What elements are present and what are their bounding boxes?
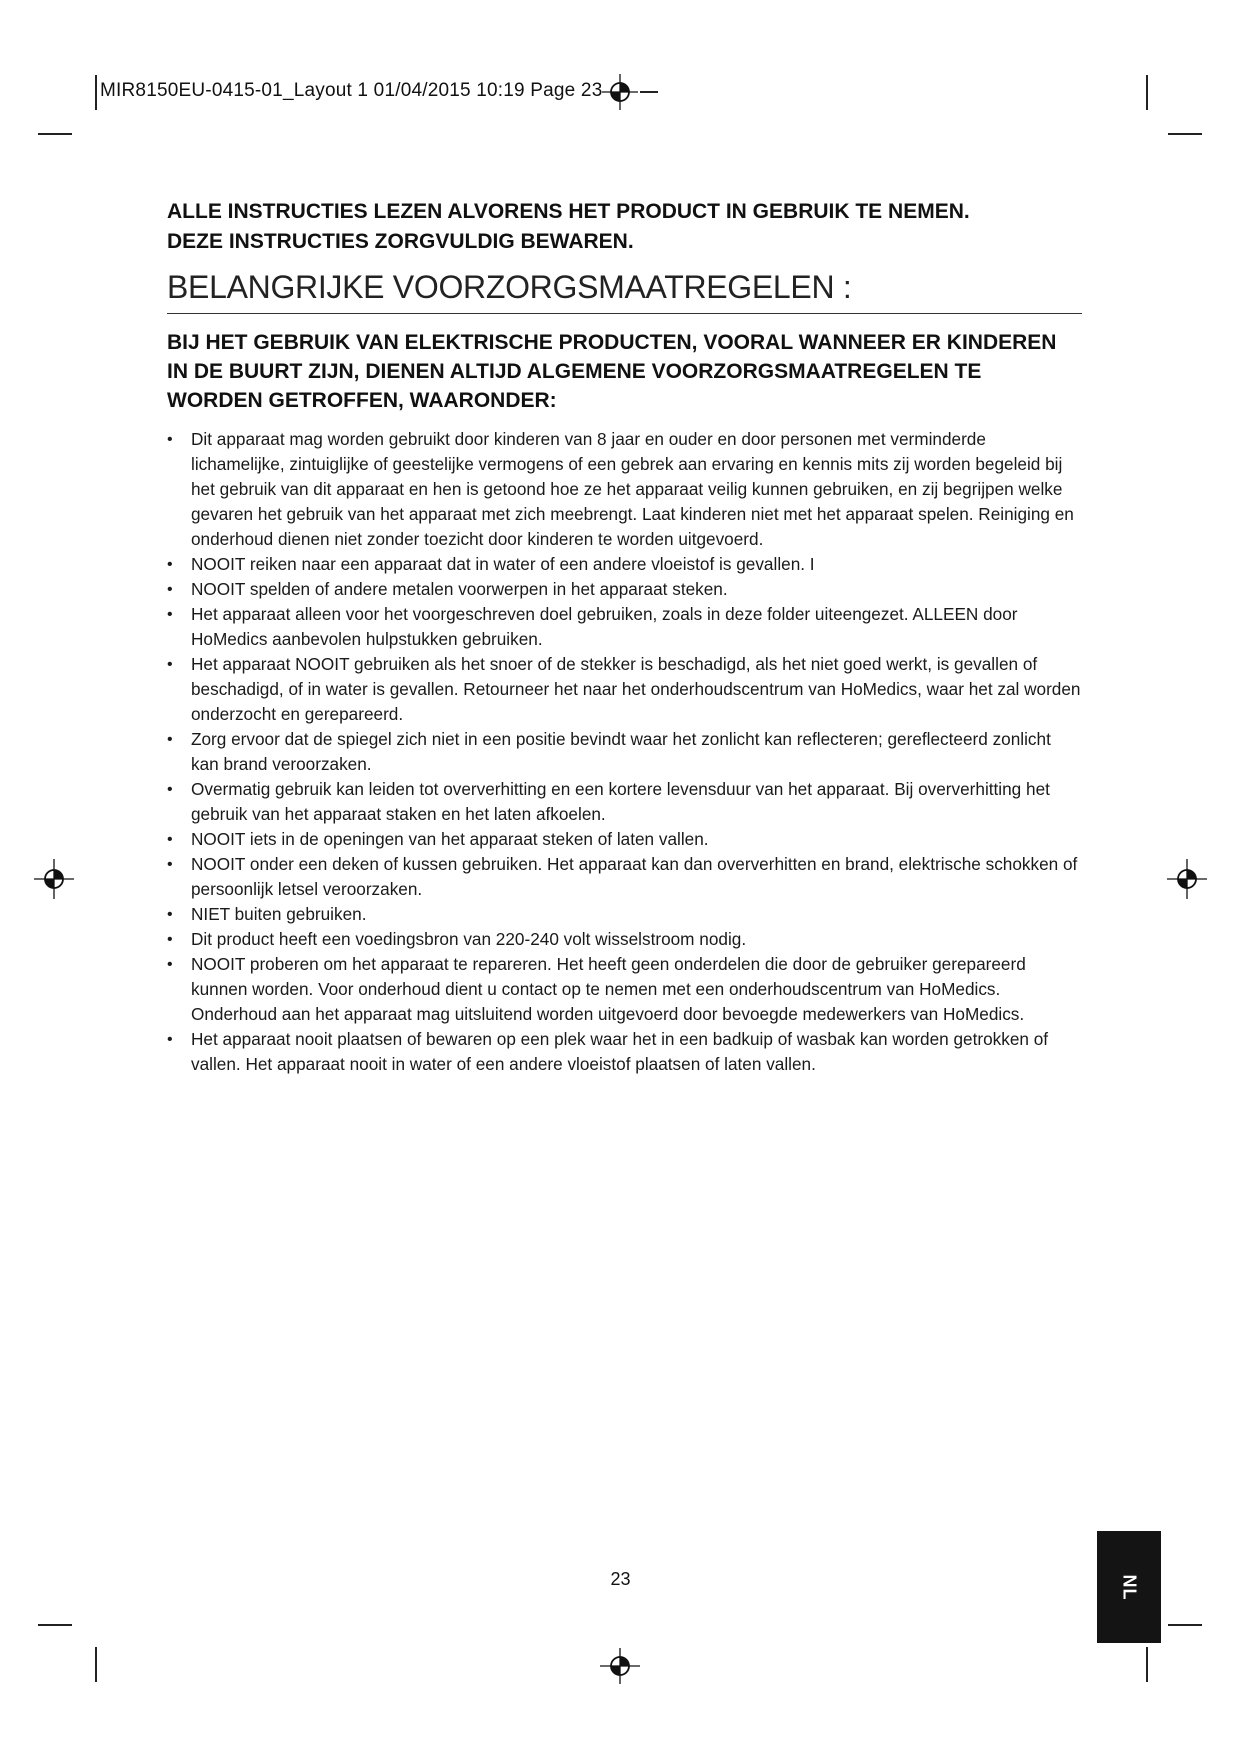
intro-line-1: ALLE INSTRUCTIES LEZEN ALVORENS HET PRODUCT IN GEBRUIK TE NEMEN. [167,200,970,223]
list-item: • Zorg ervoor dat de spiegel zich niet in een positie bevindt waar het zonlicht kan reflecteren; gereflecteerd zonlicht kan brand veroorzaken. [167,727,1082,777]
section-subheading: BIJ HET GEBRUIK VAN ELEKTRISCHE PRODUCTEN, VOORAL WANNEER ER KINDEREN IN DE BUURT ZIJN, DIENEN ALTIJD ALGEMENE VOORZORGSMAATREGELEN TE WORDEN GETROFFEN, WAARONDER: [167,331,1057,412]
crop-mark-top-right-horizontal [1168,133,1202,135]
crop-mark-bottom-right-horizontal [1168,1624,1202,1626]
safety-instructions-list [167,427,1082,1077]
section-title: BELANGRIJKE VOORZORGSMAATREGELEN : [167,267,1082,314]
list-item: • Overmatig gebruik kan leiden tot oververhitting en een kortere levensduur van het apparaat. Bij oververhitting het gebruik van het apparaat staken en het laten afkoelen. [167,777,1082,827]
slug-rule [640,91,658,93]
registration-mark-right-icon [1167,859,1207,899]
intro-line-2: DEZE INSTRUCTIES ZORGVULDIG BEWAREN. [167,230,634,253]
registration-mark-top-icon [600,72,640,112]
list-item: • Het apparaat NOOIT gebruiken als het snoer of de stekker is beschadigd, als het niet goed werkt, is gevallen of beschadigd, of in water is gevallen. Retourneer het naar het onderhoudscentrum van HoMedics, waar het zal worden onderzocht en gerepareerd. [167,652,1082,727]
crop-mark-top-left-horizontal [38,133,72,135]
registration-mark-bottom-icon [600,1646,640,1686]
crop-mark-top-left-vertical [95,75,97,110]
crop-mark-bottom-left-vertical [95,1647,97,1682]
language-tab-label: NL [1119,1574,1140,1600]
list-item: • NOOIT iets in de openingen van het apparaat steken of laten vallen. [167,827,1082,852]
print-slug: MIR8150EU-0415-01_Layout 1 01/04/2015 10:19 Page 23 [100,80,603,101]
language-tab [1097,1531,1161,1643]
crop-mark-top-right-vertical [1146,75,1148,110]
list-item: • NOOIT spelden of andere metalen voorwerpen in het apparaat steken. [167,577,1082,602]
document-body [167,197,1082,1077]
list-item: • Dit product heeft een voedingsbron van 220-240 volt wisselstroom nodig. [167,927,1082,952]
crop-mark-bottom-right-vertical [1146,1647,1148,1682]
list-item: • NOOIT onder een deken of kussen gebruiken. Het apparaat kan dan oververhitten en brand, elektrische schokken of persoonlijk letsel veroorzaken. [167,852,1082,902]
list-item: • NOOIT reiken naar een apparaat dat in water of een andere vloeistof is gevallen. I [167,552,1082,577]
intro-notice [167,197,1082,257]
list-item: • Het apparaat alleen voor het voorgeschreven doel gebruiken, zoals in deze folder uiteengezet. ALLEEN door HoMedics aanbevolen hulpstukken gebruiken. [167,602,1082,652]
list-item: • NOOIT proberen om het apparaat te repareren. Het heeft geen onderdelen die door de gebruiker gerepareerd kunnen worden. Voor onderhoud dient u contact op te nemen met een onderhoudscentrum van HoMedics. Onderhoud aan het apparaat mag uitsluitend worden uitgevoerd door bevoegde medewerkers van HoMedics. [167,952,1082,1027]
list-item: • Dit apparaat mag worden gebruikt door kinderen van 8 jaar en ouder en door personen met verminderde lichamelijke, zintuiglijke of geestelijke vermogens of een gebrek aan ervaring en kennis mits zij worden begeleid bij het gebruik van dit apparaat en hen is getoond hoe ze het apparaat veilig kunnen gebruiken, en zij begrijpen welke gevaren het gebruik van het apparaat met zich meebrengt. Laat kinderen niet met het apparaat spelen. Reiniging en onderhoud dienen niet zonder toezicht door kinderen te worden uitgevoerd. [167,427,1082,552]
list-item: • Het apparaat nooit plaatsen of bewaren op een plek waar het in een badkuip of wasbak kan worden getrokken of vallen. Het apparaat nooit in water of een andere vloeistof plaatsen of laten vallen. [167,1027,1082,1077]
page-number: 23 [610,1569,631,1589]
list-item: • NIET buiten gebruiken. [167,902,1082,927]
registration-mark-left-icon [34,859,74,899]
crop-mark-bottom-left-horizontal [38,1624,72,1626]
